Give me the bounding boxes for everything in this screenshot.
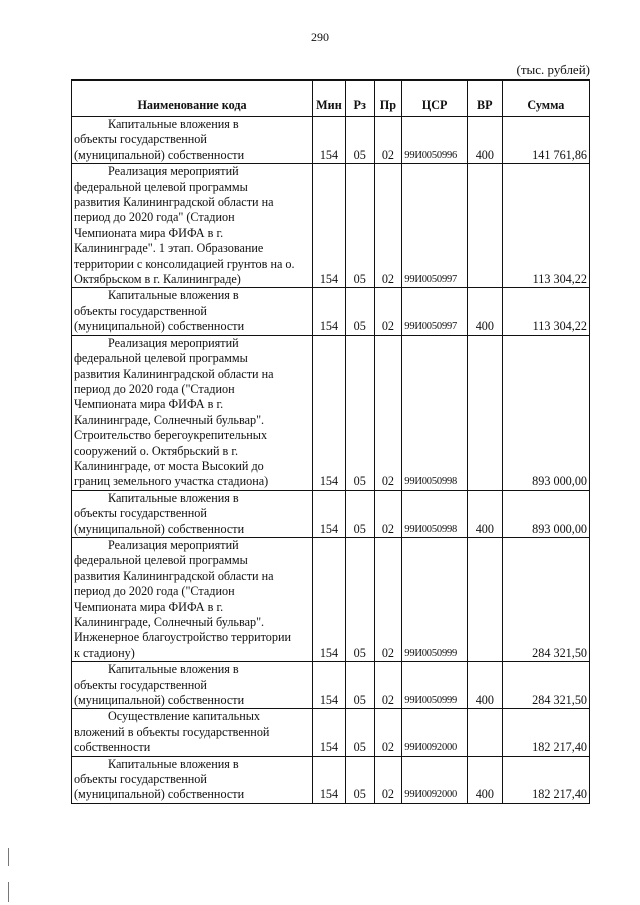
row-name-line: Калининграде". 1 этап. Образование bbox=[74, 241, 264, 256]
budget-table bbox=[71, 79, 590, 804]
table-row bbox=[72, 117, 590, 164]
row-name-line: федеральной целевой программы bbox=[74, 351, 248, 366]
row-name-line: Калининграде, Солнечный бульвар". bbox=[74, 615, 265, 629]
row-pr: 02 bbox=[374, 709, 402, 756]
row-sum: 284 321,50 bbox=[502, 537, 589, 661]
row-rz: 05 bbox=[345, 335, 374, 490]
table-row bbox=[72, 490, 590, 537]
row-vr: 400 bbox=[467, 490, 502, 537]
row-name-line: Строительство берегоукрепительных bbox=[74, 428, 268, 443]
row-pr: 02 bbox=[374, 537, 402, 661]
row-min: 154 bbox=[313, 537, 346, 661]
row-name-line: объекты государственной bbox=[74, 132, 207, 147]
row-vr bbox=[467, 164, 502, 288]
row-name-line: сооружений о. Октябрьский в г. bbox=[74, 443, 239, 458]
table-body bbox=[72, 117, 590, 804]
row-name-line: Чемпионата мира ФИФА в г. bbox=[74, 397, 224, 412]
row-name-line: вложений в объекты государственной bbox=[74, 724, 270, 739]
row-sum: 893 000,00 bbox=[502, 490, 589, 537]
row-pr: 02 bbox=[374, 756, 402, 803]
row-name-line: Капитальные вложения в bbox=[108, 662, 239, 677]
row-pr: 02 bbox=[374, 288, 402, 335]
row-vr bbox=[467, 709, 502, 756]
row-min: 154 bbox=[313, 164, 346, 288]
row-vr bbox=[467, 537, 502, 661]
row-rz: 05 bbox=[345, 164, 374, 288]
row-min: 154 bbox=[313, 756, 346, 803]
row-min: 154 bbox=[313, 490, 346, 537]
row-name bbox=[72, 490, 313, 537]
row-csr: 99И0050999 bbox=[402, 537, 468, 661]
row-name-line: период до 2020 года" (Стадион bbox=[74, 210, 235, 225]
page-number: 290 bbox=[311, 30, 329, 44]
row-name bbox=[72, 335, 313, 490]
row-csr: 99И0050998 bbox=[402, 490, 468, 537]
row-rz: 05 bbox=[345, 288, 374, 335]
header-csr: ЦСР bbox=[402, 80, 468, 117]
table-row bbox=[72, 164, 590, 288]
table-header-row bbox=[72, 80, 590, 117]
row-pr: 02 bbox=[374, 164, 402, 288]
row-name bbox=[72, 662, 313, 709]
row-name-line: федеральной целевой программы bbox=[74, 553, 248, 568]
row-name bbox=[72, 288, 313, 335]
row-name-line: Реализация мероприятий bbox=[108, 537, 239, 552]
row-sum: 113 304,22 bbox=[502, 164, 589, 288]
margin-mark bbox=[8, 882, 9, 902]
header-rz: Рз bbox=[345, 80, 374, 117]
row-name bbox=[72, 164, 313, 288]
row-name-line: (муниципальной) собственности bbox=[74, 147, 245, 162]
row-name bbox=[72, 537, 313, 661]
header-vr: ВР bbox=[467, 80, 502, 117]
row-name bbox=[72, 117, 313, 164]
row-name-line: Капитальные вложения в bbox=[108, 756, 239, 771]
row-name-line: объекты государственной bbox=[74, 506, 207, 521]
row-vr: 400 bbox=[467, 117, 502, 164]
row-name-line: Реализация мероприятий bbox=[108, 164, 239, 179]
row-name-line: территории с консолидацией грунтов на о. bbox=[74, 256, 295, 271]
row-sum: 284 321,50 bbox=[502, 662, 589, 709]
table-row bbox=[72, 537, 590, 661]
row-pr: 02 bbox=[374, 117, 402, 164]
row-csr: 99И0092000 bbox=[402, 756, 468, 803]
row-rz: 05 bbox=[345, 490, 374, 537]
row-rz: 05 bbox=[345, 662, 374, 709]
row-sum: 141 761,86 bbox=[502, 117, 589, 164]
row-csr: 99И0050997 bbox=[402, 288, 468, 335]
row-sum: 182 217,40 bbox=[502, 709, 589, 756]
row-csr: 99И0092000 bbox=[402, 709, 468, 756]
row-sum: 113 304,22 bbox=[502, 288, 589, 335]
row-name-line: Калининграде, от моста Высокий до bbox=[74, 458, 264, 473]
row-min: 154 bbox=[313, 662, 346, 709]
margin-mark bbox=[8, 848, 9, 866]
row-pr: 02 bbox=[374, 490, 402, 537]
row-name-line: объекты государственной bbox=[74, 677, 207, 692]
row-name-line: Осуществление капитальных bbox=[108, 709, 261, 724]
row-name-line: Капитальные вложения в bbox=[108, 288, 239, 303]
table-row bbox=[72, 662, 590, 709]
header-name: Наименование кода bbox=[72, 80, 313, 117]
row-name-line: (муниципальной) собственности bbox=[74, 787, 245, 802]
row-name-line: границ земельного участка стадиона) bbox=[74, 474, 269, 489]
row-rz: 05 bbox=[345, 756, 374, 803]
row-name bbox=[72, 709, 313, 756]
row-rz: 05 bbox=[345, 709, 374, 756]
row-name-line: Инженерное благоустройство территории bbox=[74, 630, 292, 645]
row-csr: 99И0050997 bbox=[402, 164, 468, 288]
row-min: 154 bbox=[313, 288, 346, 335]
row-name-line: (муниципальной) собственности bbox=[74, 693, 245, 708]
row-vr: 400 bbox=[467, 288, 502, 335]
table-row bbox=[72, 335, 590, 490]
row-csr: 99И0050999 bbox=[402, 662, 468, 709]
row-name-line: Чемпионата мира ФИФА в г. bbox=[74, 225, 224, 240]
table-row bbox=[72, 288, 590, 335]
row-rz: 05 bbox=[345, 537, 374, 661]
row-vr bbox=[467, 335, 502, 490]
row-name-line: развития Калининградской области на bbox=[74, 568, 274, 583]
row-name-line: объекты государственной bbox=[74, 772, 207, 787]
row-min: 154 bbox=[313, 117, 346, 164]
row-csr: 99И0050998 bbox=[402, 335, 468, 490]
row-min: 154 bbox=[313, 335, 346, 490]
row-name-line: Капитальные вложения в bbox=[108, 117, 239, 131]
row-name-line: к стадиону) bbox=[74, 645, 135, 660]
row-vr: 400 bbox=[467, 662, 502, 709]
header-sum: Сумма bbox=[502, 80, 589, 117]
table-row bbox=[72, 756, 590, 803]
header-min: Мин bbox=[313, 80, 346, 117]
row-name-line: (муниципальной) собственности bbox=[74, 521, 245, 536]
row-pr: 02 bbox=[374, 662, 402, 709]
row-name-line: объекты государственной bbox=[74, 303, 207, 318]
row-csr: 99И0050996 bbox=[402, 117, 468, 164]
row-name-line: Реализация мероприятий bbox=[108, 335, 239, 350]
row-name bbox=[72, 756, 313, 803]
header-pr: Пр bbox=[374, 80, 402, 117]
row-name-line: собственности bbox=[74, 740, 151, 755]
row-name-line: Калининграде, Солнечный бульвар". bbox=[74, 412, 265, 427]
units-label: (тыс. рублей) bbox=[516, 62, 590, 77]
table-row bbox=[72, 709, 590, 756]
row-name-line: Октябрьском в г. Калининграде) bbox=[74, 272, 241, 287]
row-name-line: Капитальные вложения в bbox=[108, 490, 239, 505]
row-name-line: федеральной целевой программы bbox=[74, 179, 248, 194]
row-rz: 05 bbox=[345, 117, 374, 164]
row-vr: 400 bbox=[467, 756, 502, 803]
row-name-line: развития Калининградской области на bbox=[74, 366, 274, 381]
row-name-line: (муниципальной) собственности bbox=[74, 319, 245, 334]
row-min: 154 bbox=[313, 709, 346, 756]
row-sum: 182 217,40 bbox=[502, 756, 589, 803]
row-name-line: период до 2020 года ("Стадион bbox=[74, 584, 235, 599]
row-pr: 02 bbox=[374, 335, 402, 490]
row-name-line: период до 2020 года ("Стадион bbox=[74, 381, 235, 396]
row-name-line: развития Калининградской области на bbox=[74, 195, 274, 210]
row-name-line: Чемпионата мира ФИФА в г. bbox=[74, 599, 224, 614]
row-sum: 893 000,00 bbox=[502, 335, 589, 490]
